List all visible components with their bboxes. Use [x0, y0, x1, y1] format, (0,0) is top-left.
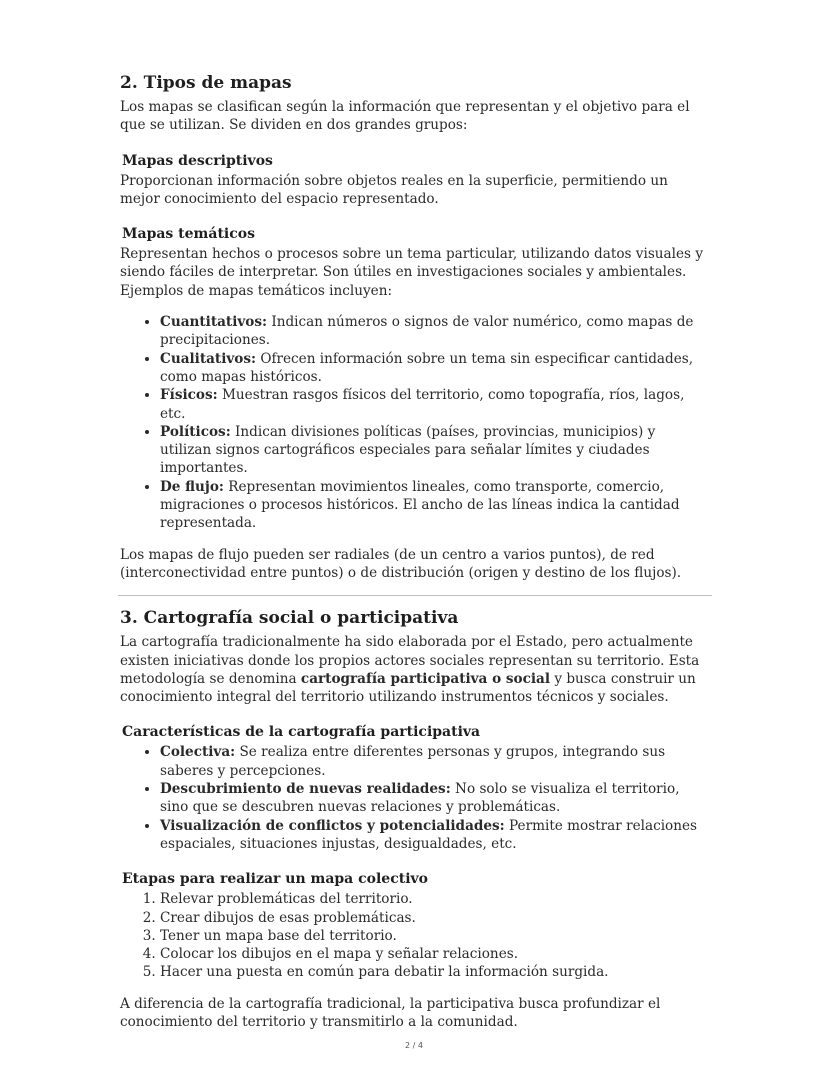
- section-3-intro: La cartografía tradicionalmente ha sido elaborada por el Estado, pero actualmente existen iniciativas donde los propios actores sociales representan su territorio. Esta metodología se denomina cartografía participativa o social y busca construir un conocimiento integral del territorio utilizando instrumentos técnicos y sociales.: [120, 634, 700, 706]
- list-item: 4. Colocar los dibujos en el mapa y señalar relaciones.: [160, 945, 710, 963]
- section-3-title: 3. Cartografía social o participativa: [120, 608, 459, 629]
- list-item: 5. Hacer una puesta en común para debatir la información surgida.: [160, 963, 710, 981]
- thematic-maps-text: Representan hechos o procesos sobre un tema particular, utilizando datos visuales y siendo fáciles de interpretar. Son útiles en investigaciones sociales y ambientales. Ejemplos de mapas temáticos incluyen:: [120, 246, 704, 299]
- list-item: • De flujo: Representan movimientos lineales, como transporte, comercio, migraciones o procesos históricos. El ancho de las líneas indica la cantidad representada.: [160, 478, 710, 533]
- list-item: • Visualización de conflictos y potencialidades: Permite mostrar relaciones espaciales, situaciones injustas, desigualdades, etc.: [160, 817, 710, 854]
- list-item: 2. Crear dibujos de esas problemáticas.: [160, 909, 710, 927]
- list-item: • Cualitativos: Ofrecen información sobre un tema sin especificar cantidades, como mapas históricos.: [160, 350, 710, 387]
- list-item: • Cuantitativos: Indican números o signos de valor numérico, como mapas de precipitaciones.: [160, 313, 710, 350]
- thematic-maps-heading: Mapas temáticos: [122, 226, 255, 243]
- section-2-title: 2. Tipos de mapas: [120, 73, 292, 93]
- list-item: 1. Relevar problemáticas del territorio.: [160, 890, 710, 908]
- page-number: 2 / 4: [405, 1041, 423, 1050]
- list-item: • Colectiva: Se realiza entre diferentes personas y grupos, integrando sus saberes y percepciones.: [160, 743, 710, 780]
- section-divider: [118, 595, 712, 596]
- characteristics-list: [120, 743, 710, 853]
- list-item: 3. Tener un mapa base del territorio.: [160, 927, 710, 945]
- steps-heading: Etapas para realizar un mapa colectivo: [122, 871, 428, 888]
- steps-list: [120, 890, 710, 981]
- section-2-intro: Los mapas se clasifican según la información que representan y el objetivo para el que se utilizan. Se dividen en dos grandes grupos:: [120, 99, 690, 134]
- document-page: [120, 72, 710, 1031]
- descriptive-maps-heading: Mapas descriptivos: [122, 152, 273, 169]
- flow-maps-note: Los mapas de flujo pueden ser radiales (de un centro a varios puntos), de red (interconectividad entre puntos) o de distribución (origen y destino de los flujos).: [120, 546, 682, 581]
- list-item: • Físicos: Muestran rasgos físicos del territorio, como topografía, ríos, lagos, etc.: [160, 386, 710, 423]
- characteristics-heading: Características de la cartografía participativa: [122, 724, 481, 741]
- closing-paragraph: A diferencia de la cartografía tradicional, la participativa busca profundizar el conocimiento del territorio y transmitirlo a la comunidad.: [120, 995, 661, 1030]
- list-item: • Políticos: Indican divisiones políticas (países, provincias, municipios) y utilizan signos cartográficos especiales para señalar límites y ciudades importantes.: [160, 423, 710, 478]
- list-item: • Descubrimiento de nuevas realidades: No solo se visualiza el territorio, sino que se descubren nuevas relaciones y problemáticas.: [160, 780, 710, 817]
- thematic-maps-list: [120, 313, 710, 533]
- descriptive-maps-text: Proporcionan información sobre objetos reales en la superficie, permitiendo un mejor conocimiento del espacio representado.: [120, 172, 668, 207]
